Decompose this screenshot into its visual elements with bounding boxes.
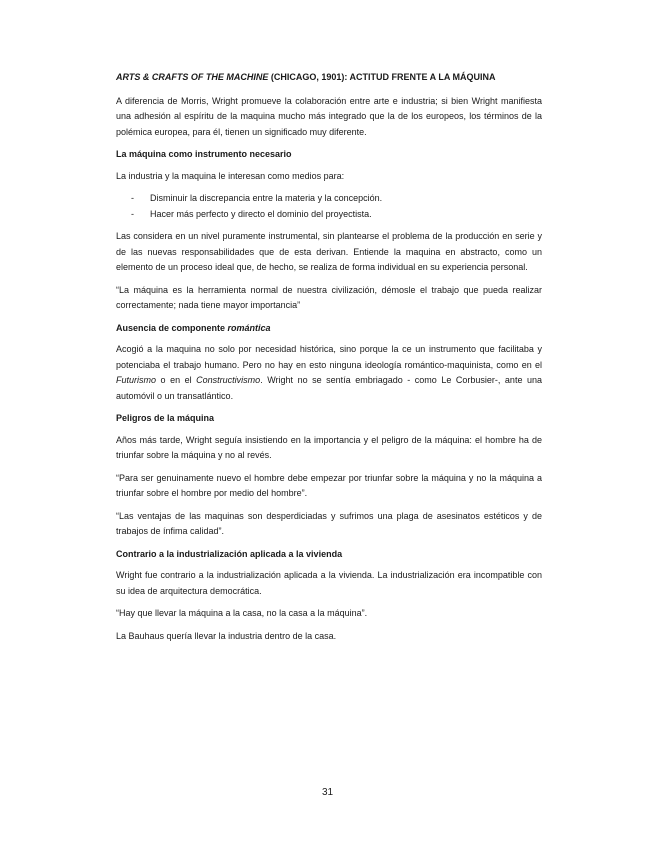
section3-quote-2: “Las ventajas de las maquinas son desperdiciadas y sufrimos una plaga de asesinatos estéticos y de trabajos de ínfima calidad”. — [116, 510, 542, 536]
page-number: 31 — [321, 787, 334, 798]
section-heading-machine-instrument: La máquina como instrumento necesario — [116, 149, 292, 159]
section-heading-machine-dangers: Peligros de la máquina — [116, 413, 215, 423]
constructivismo-term: Constructivismo — [196, 375, 261, 385]
bullet-dash: - — [131, 193, 134, 203]
text-segment: Acogió a la maquina no solo por necesidad histórica, sino porque la ce un instrumento que facilitaba y potenciaba el trabajo humano. Pero no hay en esto ninguna ideología romántico-maquinista, como en el — [116, 344, 542, 370]
section4-paragraph-1: Wright fue contrario a la industrialización aplicada a la vivienda. La industrialización era incompatible con su idea de arquitectura democrática. — [116, 570, 542, 596]
bullet-text: Disminuir la discrepancia entre la materia y la concepción. — [150, 193, 383, 203]
section3-paragraph: Años más tarde, Wright seguía insistiendo en la importancia y el peligro de la máquina: el hombre ha de triunfar sobre la máquina y no al revés. — [116, 434, 542, 460]
document-title — [116, 70, 542, 86]
title-italic: ARTS & CRAFTS OF THE MACHINE — [116, 72, 269, 82]
document-page — [116, 70, 542, 651]
section1-bullet-list — [116, 191, 542, 222]
bullet-dash: - — [131, 208, 134, 219]
section-heading-housing-industrialization: Contrario a la industrialización aplicada a la vivienda — [116, 548, 343, 559]
list-item — [116, 207, 542, 223]
futurismo-term: Futurismo — [116, 375, 157, 385]
section1-paragraph-2: Las considera en un nivel puramente instrumental, sin plantearse el problema de la producción en serie y de las nuevas responsabilidades que de esta derivan. Entiende la maquina en abstracto, como un elemento de un proceso ideal que, de hecho, se realiza de forma individual en su experiencia personal. — [116, 231, 542, 272]
section1-quote: “La máquina es la herramienta normal de nuestra civilización, démosle el trabajo que pueda realizar correctamente; nada tiene mayor importancia” — [116, 284, 542, 310]
text-segment: . Wright no se sentía embriagado - como Le Corbusier-, ante una automóvil o un transatlántico. — [116, 375, 542, 401]
section4-quote: “Hay que llevar la máquina a la casa, no la casa a la máquina”. — [116, 608, 368, 618]
section3-quote-1: “Para ser genuinamente nuevo el hombre debe empezar por triunfar sobre la máquina y no la máquina a triunfar sobre el hombre por medio del hombre”. — [116, 472, 542, 498]
section4-paragraph-2: La Bauhaus quería llevar la industria dentro de la casa. — [116, 630, 337, 641]
title-rest: (CHICAGO, 1901): ACTITUD FRENTE A LA MÁQUINA — [268, 72, 496, 82]
heading-italic: romántica — [227, 322, 271, 333]
list-item — [116, 191, 542, 207]
section1-paragraph-1: La industria y la maquina le interesan como medios para: — [116, 170, 345, 181]
heading-plain: Ausencia de componente — [116, 322, 228, 333]
bullet-text: Hacer más perfecto y directo el dominio del proyectista. — [150, 208, 372, 219]
section-heading-romantic-absence — [116, 321, 542, 337]
intro-paragraph: A diferencia de Morris, Wright promueve la colaboración entre arte e industria; si bien Wright manifiesta una adhesión al espíritu de la maquina mucho más integrado que la de los europeos, los términos de la polémica europea, para él, tienen un significado muy diferente. — [116, 95, 542, 137]
text-segment: o en el — [156, 375, 197, 385]
section2-paragraph — [116, 342, 542, 404]
